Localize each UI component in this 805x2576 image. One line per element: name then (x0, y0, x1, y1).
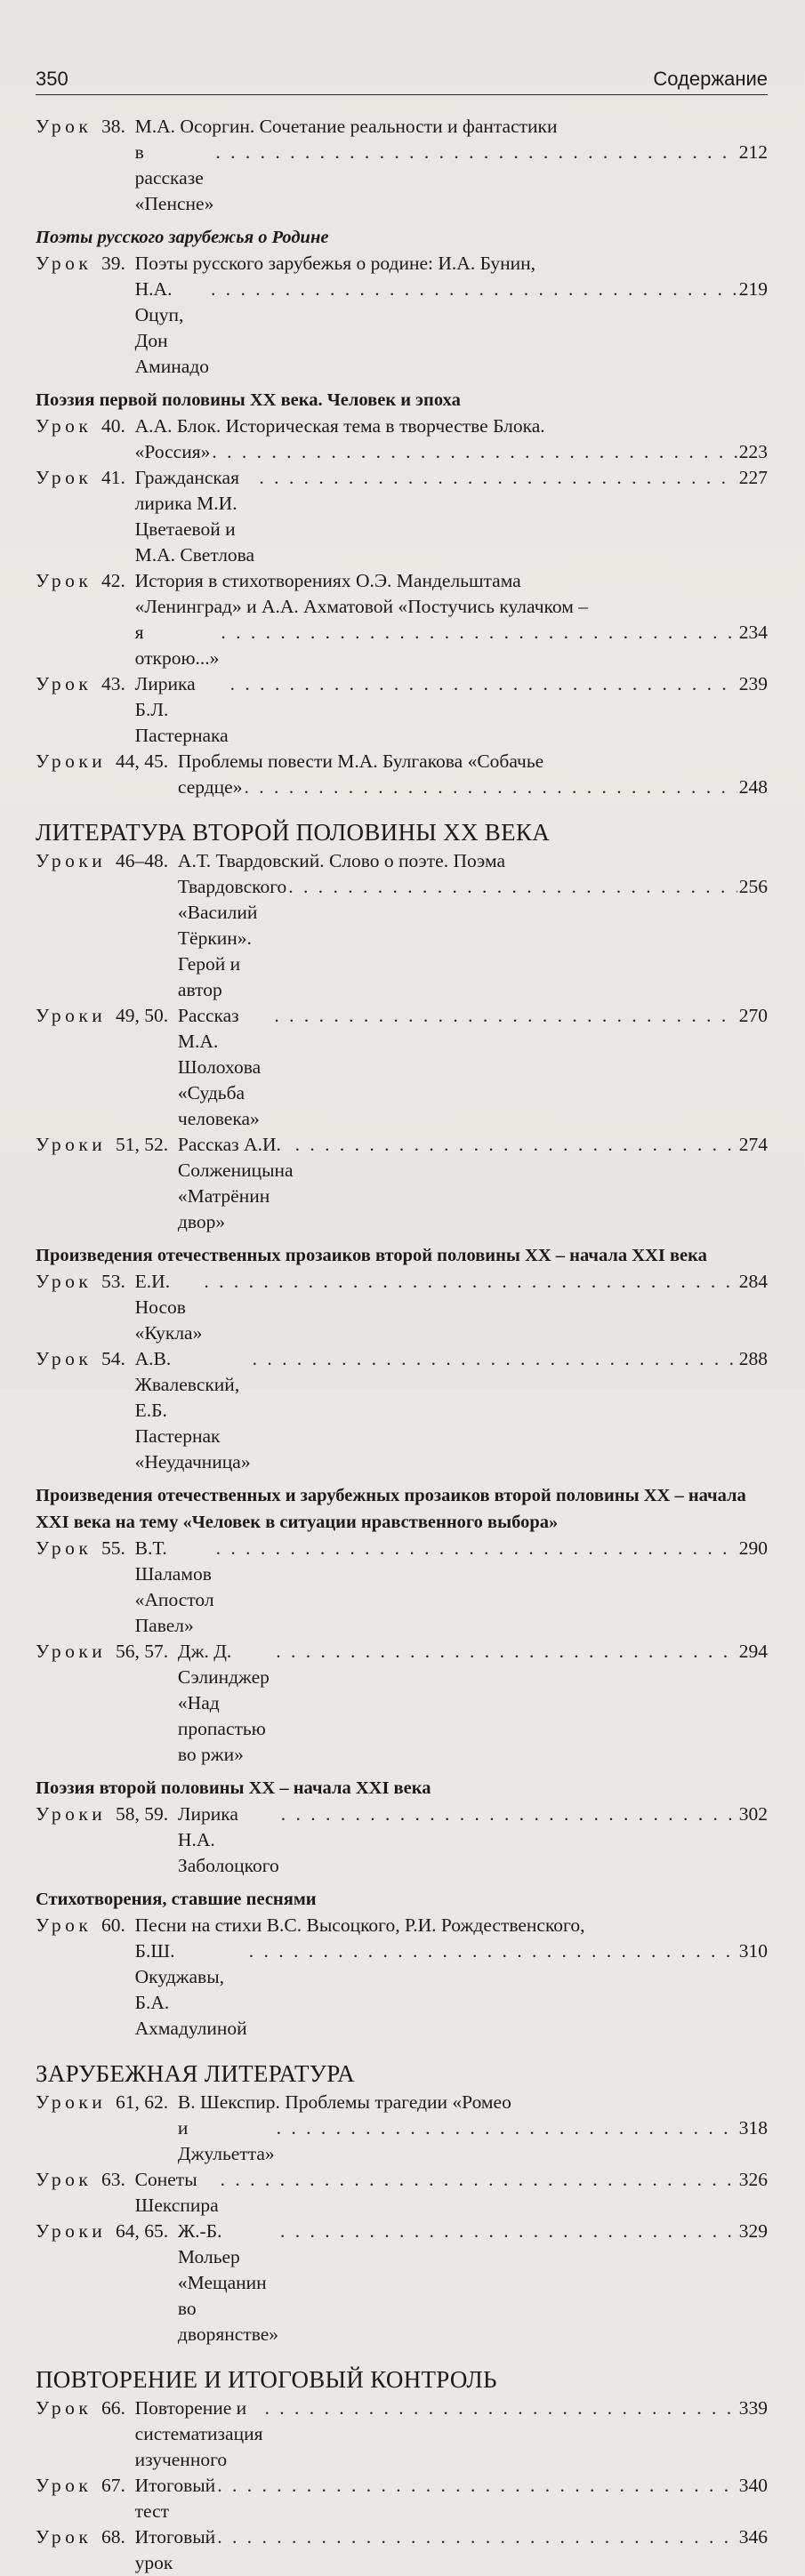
title-text: в рассказе «Пенсне» (134, 141, 214, 214)
title-last-line (178, 2115, 768, 2167)
lesson-number: 51, 52. (116, 1134, 169, 1155)
lesson-title (178, 1639, 768, 1768)
group-title: Поэзия второй половины XX – начала XXI века (36, 1778, 431, 1798)
lesson-label (36, 2090, 178, 2167)
lesson-word: Уроки (36, 750, 107, 772)
title-last-line (135, 2395, 768, 2473)
page-ref: 274 (738, 1134, 768, 1155)
page-number: 350 (36, 68, 68, 90)
group-title: Поэзия первой половины XX века. Человек и эпоха (36, 390, 461, 410)
dot-leader (211, 277, 737, 302)
lesson-word: Уроки (36, 850, 107, 871)
lesson-word: Урок (36, 1537, 93, 1559)
lesson-number: 68. (101, 2526, 125, 2548)
group-title: Поэты русского зарубежья о Родине (36, 228, 329, 247)
lesson-word: Урок (36, 116, 93, 137)
lesson-number: 66. (101, 2397, 125, 2419)
lesson-title (135, 251, 768, 380)
title-text: А.В. Жвалевский, Е.Б. Пастернак «Неудачница» (134, 1348, 251, 1473)
title-line: Поэты русского зарубежья о родине: И.А. Бунин, (134, 253, 536, 274)
title-last-line (135, 1346, 768, 1475)
title-text: и Джульетта» (177, 2117, 275, 2164)
lesson-number: 39. (101, 253, 125, 274)
page-header (36, 68, 768, 95)
group-title: Произведения отечественных и зарубежных прозаиков второй половины XX – начала XXI века на тему «Человек в ситуации нравственного выбора» (36, 1486, 746, 1532)
toc-entry (36, 2524, 768, 2576)
lesson-word: Уроки (36, 1641, 107, 1662)
lesson-word: Уроки (36, 2220, 107, 2242)
lesson-label (36, 1639, 178, 1768)
page-ref: 340 (738, 2475, 768, 2496)
lesson-number: 53. (101, 1271, 125, 1292)
dot-leader (277, 2115, 737, 2141)
lesson-label (36, 2219, 178, 2347)
dot-leader (249, 1938, 737, 1964)
toc-entry (36, 749, 768, 800)
lesson-label (36, 749, 178, 800)
lesson-title (135, 1269, 768, 1346)
toc-entry (36, 1346, 768, 1475)
lesson-label (36, 848, 178, 1003)
lesson-title (178, 1132, 768, 1235)
lesson-word: Урок (36, 570, 93, 591)
title-text: Лирика Н.А. Заболоцкого (177, 1803, 279, 1876)
title-text: Лирика Б.Л. Пастернака (134, 673, 229, 746)
dot-leader (253, 1346, 737, 1372)
toc-entry (36, 251, 768, 380)
dot-leader (215, 140, 737, 165)
lesson-word: Урок (36, 1914, 93, 1936)
lesson-label (36, 465, 135, 568)
lesson-word: Урок (36, 2169, 93, 2190)
dot-leader (212, 439, 737, 465)
lesson-label (36, 2167, 135, 2219)
title-last-line (135, 2473, 768, 2524)
title-line: В. Шекспир. Проблемы трагедии «Ромео (177, 2091, 511, 2113)
lesson-word: Уроки (36, 2091, 107, 2113)
lesson-label (36, 1802, 178, 1879)
lesson-word: Урок (36, 467, 93, 488)
title-text: сердце» (177, 776, 243, 798)
toc-entry (36, 1003, 768, 1132)
title-last-line (178, 874, 768, 1003)
title-line: «Ленинград» и А.А. Ахматовой «Постучись кулачком – (134, 596, 588, 617)
title-last-line (135, 1269, 768, 1346)
lesson-label (36, 1346, 135, 1475)
lesson-word: Урок (36, 415, 93, 437)
lesson-label (36, 568, 135, 671)
toc-entry (36, 1536, 768, 1639)
toc-entry (36, 2395, 768, 2473)
lesson-label (36, 114, 135, 217)
title-last-line (178, 1802, 768, 1879)
title-text: Рассказ А.И. Солженицына «Матрёнин двор» (177, 1134, 294, 1232)
title-last-line (135, 1938, 768, 2042)
dot-leader (221, 2167, 737, 2193)
lesson-word: Уроки (36, 1134, 107, 1155)
title-last-line (135, 671, 768, 749)
lesson-title (178, 1802, 768, 1879)
lesson-word: Урок (36, 1271, 93, 1292)
title-text: Рассказ М.А. Шолохова «Судьба человека» (177, 1005, 262, 1129)
page-ref: 248 (738, 776, 768, 798)
page-ref: 329 (738, 2220, 768, 2242)
title-line: М.А. Осоргин. Сочетание реальности и фантастики (134, 116, 558, 137)
lesson-number: 40. (101, 415, 125, 437)
lesson-number: 43. (101, 673, 125, 694)
lesson-number: 54. (101, 1348, 125, 1369)
title-line: История в стихотворениях О.Э. Мандельштама (134, 570, 521, 591)
toc-entry (36, 1639, 768, 1768)
lesson-title (135, 1346, 768, 1475)
title-last-line (178, 2219, 768, 2347)
dot-leader (244, 774, 737, 800)
lesson-word: Уроки (36, 1005, 107, 1026)
toc-entry (36, 1132, 768, 1235)
page-ref: 227 (738, 467, 768, 488)
lesson-number: 49, 50. (116, 1005, 169, 1026)
lesson-number: 44, 45. (116, 750, 169, 772)
group-title: Стихотворения, ставшие песнями (36, 1890, 317, 1909)
dot-leader (217, 2473, 737, 2499)
title-last-line (178, 1639, 768, 1768)
title-text: «Россия» (134, 441, 211, 462)
lesson-label (36, 251, 135, 380)
toc-entry (36, 1913, 768, 2042)
lesson-title (135, 413, 768, 465)
page-ref: 284 (738, 1271, 768, 1292)
page-ref: 346 (738, 2526, 768, 2548)
lesson-title (178, 2090, 768, 2167)
lesson-title (135, 2473, 768, 2524)
lesson-label (36, 2395, 135, 2473)
lesson-title (178, 749, 768, 800)
title-text: Твардовского «Василий Тёркин». Герой и автор (177, 876, 287, 1000)
lesson-title (135, 671, 768, 749)
lesson-title (178, 2219, 768, 2347)
lesson-number: 46–48. (116, 850, 169, 871)
lesson-title (135, 1536, 768, 1639)
title-last-line (135, 1536, 768, 1639)
title-text: Н.А. Оцуп, Дон Аминадо (134, 278, 210, 377)
page-ref: 339 (738, 2397, 768, 2419)
lesson-number: 55. (101, 1537, 125, 1559)
lesson-number: 56, 57. (116, 1641, 169, 1662)
lesson-label (36, 1132, 178, 1235)
page-ref: 310 (738, 1940, 768, 1962)
lesson-number: 42. (101, 570, 125, 591)
page-ref: 294 (738, 1641, 768, 1662)
dot-leader (217, 2524, 737, 2550)
lesson-title (135, 2167, 768, 2219)
dot-leader (264, 2395, 737, 2421)
lesson-label (36, 2524, 135, 2576)
title-line: Песни на стихи В.С. Высоцкого, Р.И. Рождественского, (134, 1914, 585, 1936)
toc-entry (36, 2090, 768, 2167)
page-ref: 239 (738, 673, 768, 694)
lesson-word: Урок (36, 253, 93, 274)
page-ref: 256 (738, 876, 768, 897)
lesson-word: Урок (36, 2526, 93, 2548)
title-last-line (178, 1132, 768, 1235)
title-text: В.Т. Шаламов «Апостол Павел» (134, 1537, 214, 1636)
page-ref: 234 (738, 622, 768, 643)
lesson-label (36, 671, 135, 749)
group-title: Произведения отечественных прозаиков второй половины XX – начала XXI века (36, 1246, 707, 1265)
lesson-label (36, 1913, 135, 2042)
title-last-line (135, 620, 768, 671)
lesson-word: Урок (36, 2475, 93, 2496)
lesson-title (135, 2395, 768, 2473)
lesson-word: Урок (36, 1348, 93, 1369)
title-last-line (178, 774, 768, 800)
dot-leader (230, 671, 737, 697)
page-ref: 290 (738, 1537, 768, 1559)
toc-entry (36, 2473, 768, 2524)
page-ref: 318 (738, 2117, 768, 2139)
lesson-number: 61, 62. (116, 2091, 169, 2113)
title-text: Б.Ш. Окуджавы, Б.А. Ахмадулиной (134, 1940, 247, 2039)
section-title: ЗАРУБЕЖНАЯ ЛИТЕРАТУРА (36, 2060, 355, 2087)
dot-leader (281, 1802, 737, 1827)
page-ref: 219 (738, 278, 768, 300)
section-title: ПОВТОРЕНИЕ И ИТОГОВЫЙ КОНТРОЛЬ (36, 2366, 497, 2393)
title-text: Итоговый урок (134, 2526, 216, 2573)
title-text: Повторение и систематизация изученного (134, 2397, 263, 2470)
title-last-line (135, 465, 768, 568)
dot-leader (288, 874, 737, 900)
lesson-label (36, 2473, 135, 2524)
section-title: ЛИТЕРАТУРА ВТОРОЙ ПОЛОВИНЫ XX ВЕКА (36, 819, 551, 846)
dot-leader (276, 1639, 737, 1665)
toc-entry (36, 1269, 768, 1346)
dot-leader (221, 620, 737, 646)
lesson-number: 64, 65. (116, 2220, 169, 2242)
toc-entry (36, 2167, 768, 2219)
toc-entry (36, 465, 768, 568)
lesson-number: 38. (101, 116, 125, 137)
title-text: Дж. Д. Сэлинджер «Над пропастью во ржи» (177, 1641, 270, 1765)
toc-entry (36, 848, 768, 1003)
lesson-label (36, 1003, 178, 1132)
lesson-word: Урок (36, 673, 93, 694)
dot-leader (295, 1132, 737, 1158)
lesson-label (36, 1536, 135, 1639)
dot-leader (280, 2219, 737, 2244)
page-ref: 270 (738, 1005, 768, 1026)
lesson-title (178, 1003, 768, 1132)
title-last-line (135, 2167, 768, 2219)
lesson-title (135, 114, 768, 217)
title-last-line (135, 140, 768, 217)
lesson-word: Уроки (36, 1803, 107, 1825)
title-line: Проблемы повести М.А. Булгакова «Собачье (177, 750, 544, 772)
toc-entry (36, 1802, 768, 1879)
title-line: А.Т. Твардовский. Слово о поэте. Поэма (177, 850, 506, 871)
dot-leader (216, 1536, 737, 1561)
lesson-title (135, 568, 768, 671)
title-text: Гражданская лирика М.И. Цветаевой и М.А. Светлова (134, 467, 255, 566)
dot-leader (204, 1269, 737, 1295)
lesson-label (36, 1269, 135, 1346)
page-ref: 302 (738, 1803, 768, 1825)
page-ref: 223 (738, 441, 768, 462)
toc-entry (36, 568, 768, 671)
lesson-number: 63. (101, 2169, 125, 2190)
toc-entry (36, 413, 768, 465)
lesson-number: 58, 59. (116, 1803, 169, 1825)
lesson-number: 41. (101, 467, 125, 488)
title-line: А.А. Блок. Историческая тема в творчестве Блока. (134, 415, 545, 437)
toc-entry (36, 114, 768, 217)
title-text: Сонеты Шекспира (134, 2169, 219, 2216)
lesson-title (135, 465, 768, 568)
lesson-title (135, 1913, 768, 2042)
title-text: я открою...» (134, 622, 220, 669)
title-last-line (135, 2524, 768, 2576)
title-last-line (178, 1003, 768, 1132)
title-text: Ж.-Б. Мольер «Мещанин во дворянстве» (177, 2220, 279, 2345)
lesson-title (178, 848, 768, 1003)
title-last-line (135, 277, 768, 380)
dot-leader (259, 465, 737, 491)
toc-entry (36, 671, 768, 749)
lesson-title (135, 2524, 768, 2576)
running-title: Содержание (653, 68, 768, 90)
title-text: Итоговый тест (134, 2475, 216, 2522)
title-text: Е.И. Носов «Кукла» (134, 1271, 203, 1344)
toc-entry (36, 2219, 768, 2347)
lesson-number: 67. (101, 2475, 125, 2496)
page-ref: 212 (738, 141, 768, 163)
title-last-line (135, 439, 768, 465)
table-of-contents (36, 114, 768, 2576)
lesson-label (36, 413, 135, 465)
page-ref: 326 (738, 2169, 768, 2190)
lesson-number: 60. (101, 1914, 125, 1936)
lesson-word: Урок (36, 2397, 93, 2419)
page-ref: 288 (738, 1348, 768, 1369)
dot-leader (274, 1003, 737, 1029)
